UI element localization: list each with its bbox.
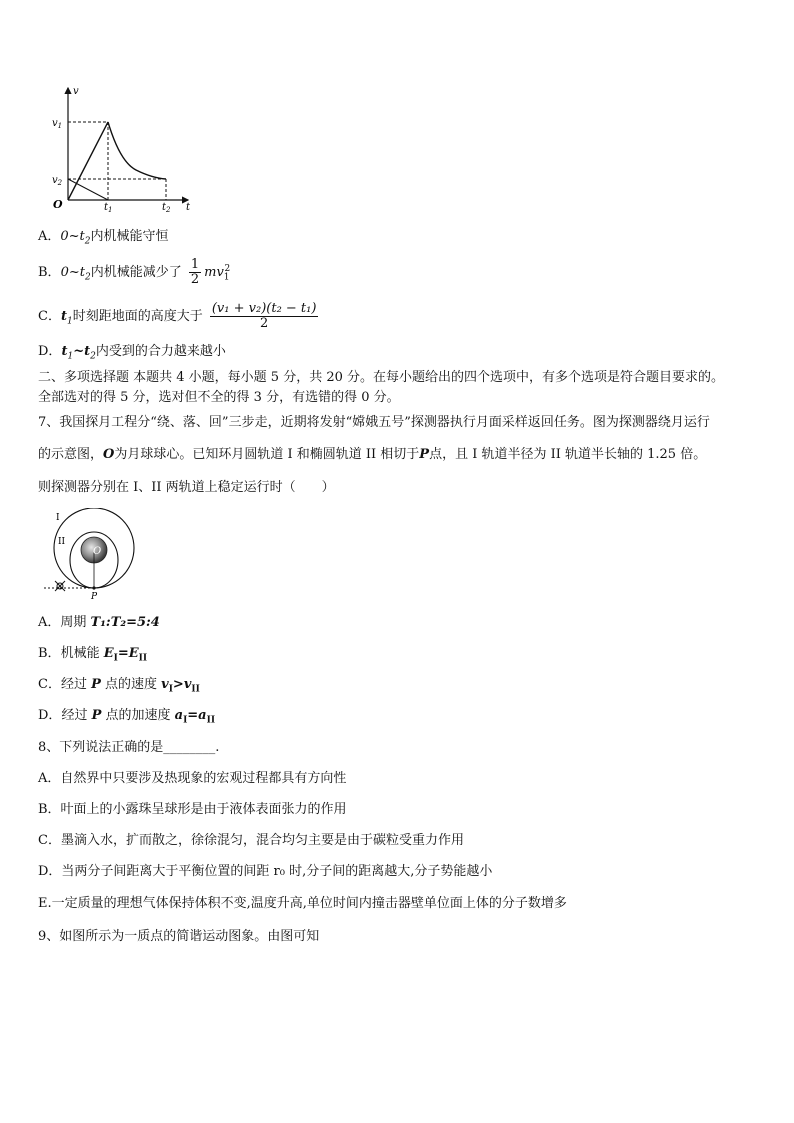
height-fraction: $\frac{\text{(v₁ + v₂)(t₂ − t₁)}}{2}$ xyxy=(211,301,317,331)
point-p-label: P xyxy=(91,592,98,600)
q7-option-d: D．经过 P 点的加速度 $a_I=a_{II}$ xyxy=(38,708,216,726)
velocity-time-graph xyxy=(48,82,198,214)
t2-label: $t_2$ xyxy=(162,202,171,214)
origin-label: O xyxy=(53,198,63,211)
decay-curve xyxy=(108,122,166,179)
rise-line xyxy=(68,122,108,200)
q6-option-c: C．$t_1$时刻距地面的高度大于 $\frac{\text{(v₁ + v₂)(t₂ − t₁)}}{2}$ xyxy=(38,301,317,331)
orbit-I-label: I xyxy=(56,513,60,523)
q8-option-a: A．自然界中只要涉及热现象的宏观过程都具有方向性 xyxy=(38,771,347,786)
q7-stem-line2: 的示意图，O为月球球心。已知环月圆轨道 I 和椭圆轨道 II 相切于P点，且 I 轨道半径为 II 轨道半长轴的 1.25 倍。 xyxy=(38,447,707,462)
q7-stem-line3: 则探测器分别在 I、II 两轨道上稳定运行时（ ） xyxy=(38,480,335,495)
q6-option-d: D．$t_1\sim t_2$内受到的合力越来越小 xyxy=(38,344,226,362)
q8-option-e: E.一定质量的理想气体保持体积不变,温度升高,单位时间内撞击器壁单位面上体的分子数增多 xyxy=(38,896,567,911)
q6-option-a: A．$0\sim t_2$内机械能守恒 xyxy=(38,229,169,247)
center-o-label: O xyxy=(93,546,102,557)
section2-line2: 全部选对的得 5 分，选对但不全的得 3 分，有选错的得 0 分。 xyxy=(38,390,400,405)
t-axis-label: t xyxy=(186,202,191,213)
point-p xyxy=(92,586,95,589)
q9-stem: 9、如图所示为一质点的简谐运动图象。由图可知 xyxy=(38,929,320,944)
orbit-diagram xyxy=(38,508,148,600)
q8-option-b: B．叶面上的小露珠呈球形是由于液体表面张力的作用 xyxy=(38,802,347,817)
section2-line1: 二、多项选择题 本题共 4 小题，每小题 5 分，共 20 分。在每小题给出的四个选项中，有多个选项是符合题目要求的。 xyxy=(38,370,725,385)
q7-option-a: A．周期 T₁:T₂=5:4 xyxy=(38,615,160,630)
v2-label: $v_2$ xyxy=(52,175,63,187)
q7-option-b: B．机械能 $E_I=E_{II}$ xyxy=(38,646,148,664)
q8-stem: 8、下列说法正确的是________. xyxy=(38,740,220,755)
probe-icon xyxy=(55,581,65,591)
q7-option-c: C．经过 P 点的速度 $v_I>v_{II}$ xyxy=(38,677,200,695)
t1-label: $t_1$ xyxy=(104,202,113,214)
fraction-one-half: $\frac{1}{2}$ xyxy=(190,257,200,287)
q8-option-c: C．墨滴入水，扩而散之，徐徐混匀，混合均匀主要是由于碳粒受重力作用 xyxy=(38,833,464,848)
v1-label: $v_1$ xyxy=(52,118,63,130)
q7-stem-line1: 7、我国探月工程分“绕、落、回”三步走，近期将发射“嫦娥五号”探测器执行月面采样返回任务。图为探测器绕月运行 xyxy=(38,415,710,430)
orbit-II-label: II xyxy=(58,537,66,547)
v-axis-label: v xyxy=(73,86,79,97)
q8-option-d: D．当两分子间距离大于平衡位置的间距 r₀ 时,分子间的距离越大,分子势能越小 xyxy=(38,864,493,879)
q6-option-b: B．$0\sim t_2$内机械能减少了 $\frac{1}{2}$ $mv_1^2$ xyxy=(38,257,231,287)
